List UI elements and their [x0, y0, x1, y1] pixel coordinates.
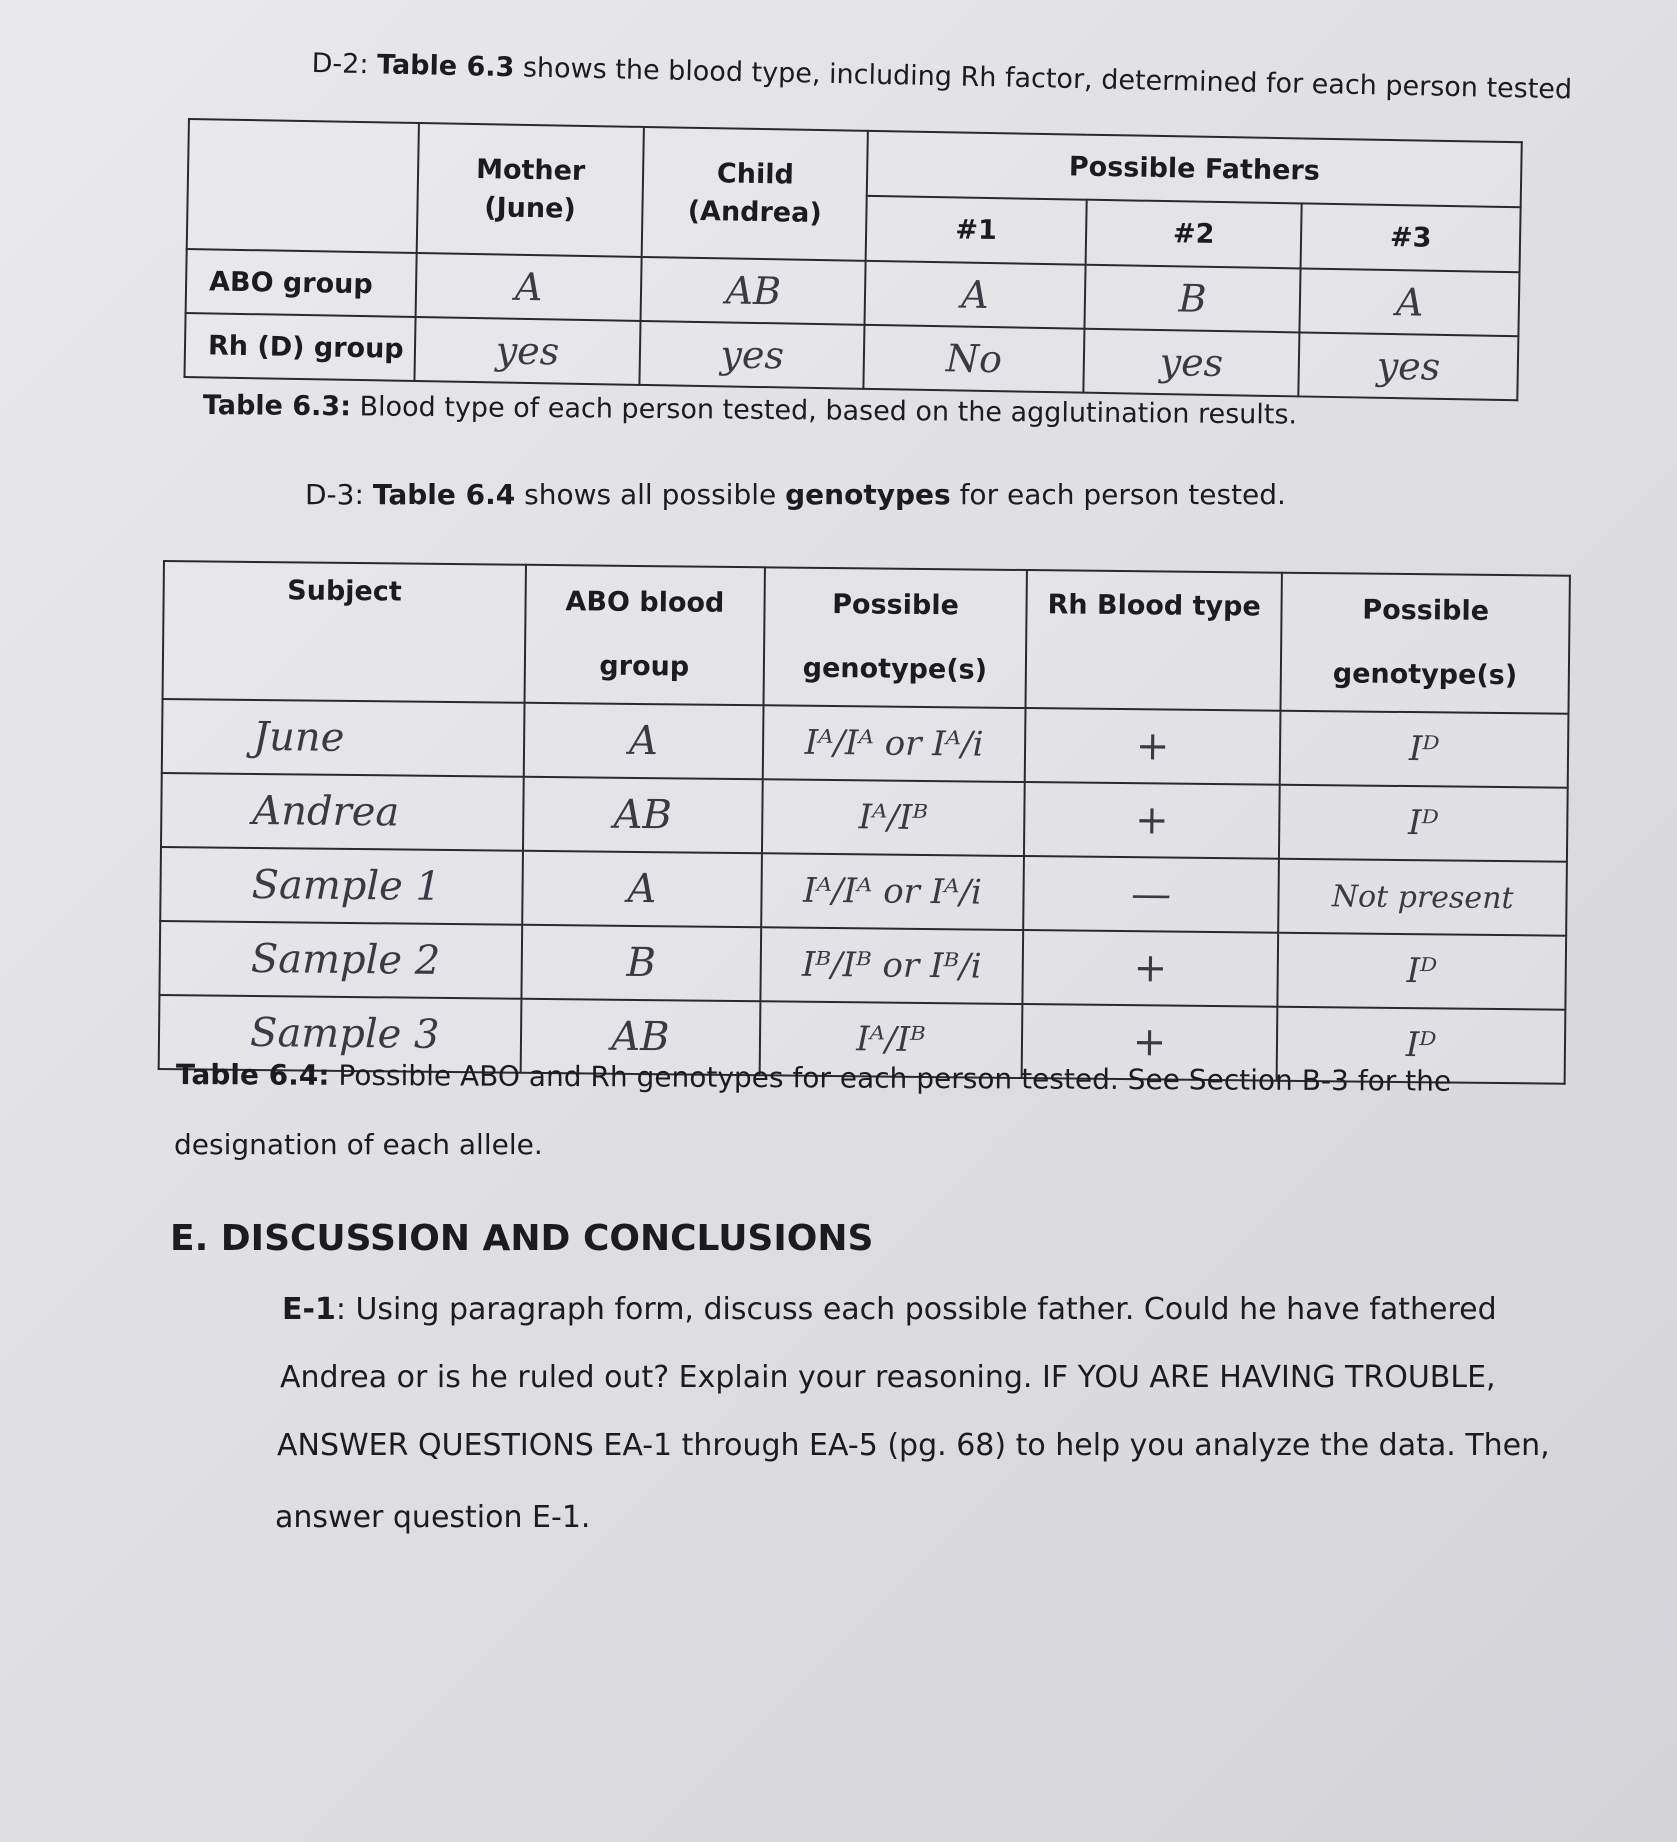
table63-cell: AB: [641, 257, 866, 325]
d3-pre: shows all possible: [524, 478, 777, 511]
table63-header-child: Child (Andrea): [642, 127, 868, 261]
table63-header-father-1: #1: [866, 196, 1087, 265]
table64-header-rh-genotype: Possible genotype(s): [1281, 573, 1570, 714]
d3-post: for each person tested.: [959, 478, 1286, 511]
table64-subject: Sample 2: [159, 921, 521, 999]
table63-cell: A: [865, 261, 1086, 329]
e1-line1: E-1: Using paragraph form, discuss each possible father. Could he have fathered: [282, 1292, 1497, 1327]
table64-header-subject: Subject: [163, 561, 526, 703]
table64-genotype: Iᴬ/Iᴬ or Iᴬ/i: [761, 853, 1024, 930]
table63-caption-text: Blood type of each person tested, based on the agglutination results.: [359, 391, 1298, 431]
d3-id: D-3:: [305, 478, 364, 511]
table64-abo: A: [522, 851, 762, 928]
table64-rh: +: [1024, 782, 1280, 859]
table-6-4: [158, 560, 1571, 1085]
table63-cell: yes: [640, 321, 865, 389]
e1-line3: ANSWER QUESTIONS EA-1 through EA-5 (pg. 68) to help you analyze the data. Then,: [277, 1428, 1550, 1463]
table64-caption-line2: designation of each allele.: [174, 1128, 543, 1161]
table64-rh-genotype: Iᴰ: [1279, 785, 1567, 862]
table64-genotype: Iᴬ/Iᴮ: [760, 1001, 1023, 1078]
table63-row-label: Rh (D) group: [184, 313, 415, 381]
table64-rh: +: [1025, 708, 1281, 785]
table63-caption-label: Table 6.3:: [202, 390, 352, 423]
table64-rh-genotype: Not present: [1278, 859, 1566, 936]
table63-cell: yes: [1083, 329, 1300, 397]
table64-caption-line1: Possible ABO and Rh genotypes for each person tested. See Section B-3 for the: [338, 1058, 1452, 1098]
table64-caption: [176, 1058, 1451, 1098]
table64-subject: Sample 3: [159, 995, 521, 1073]
table64-header-rh: Rh Blood type: [1025, 570, 1282, 711]
table64-rh: +: [1021, 1004, 1277, 1081]
table64-subject: Sample 1: [160, 847, 522, 925]
table64-subject: June: [162, 699, 524, 777]
e1-line2: Andrea or is he ruled out? Explain your reasoning. IF YOU ARE HAVING TROUBLE,: [280, 1360, 1496, 1395]
e1-line4: answer question E-1.: [275, 1500, 591, 1535]
e1-label: E-1: [282, 1292, 336, 1327]
table63-cell: A: [415, 253, 642, 321]
table63-caption: [203, 390, 1297, 431]
d2-paragraph: [311, 48, 1572, 105]
table63-header-mother: Mother (June): [416, 123, 644, 257]
table63-header-fathers: Possible Fathers: [867, 131, 1522, 207]
table64-header-abo: ABO blood group: [524, 565, 765, 706]
table63-corner-cell: [187, 119, 419, 253]
table64-rh: —: [1023, 856, 1279, 933]
table64-rh: +: [1022, 930, 1278, 1007]
table64-header-genotype: Possible genotype(s): [764, 567, 1027, 708]
table-6-3: [183, 118, 1522, 401]
table63-cell: No: [864, 325, 1085, 393]
table63-cell: yes: [1299, 332, 1519, 400]
d2-table-ref: Table 6.3: [376, 49, 515, 84]
table64-abo: B: [521, 925, 761, 1002]
table64-subject: Andrea: [161, 773, 523, 851]
table64-rh-genotype: Iᴰ: [1277, 1007, 1565, 1084]
table63-cell: A: [1300, 268, 1520, 336]
d3-bold-word: genotypes: [785, 478, 951, 511]
table64-abo: AB: [523, 777, 763, 854]
d3-paragraph: [305, 478, 1286, 511]
table64-genotype: Iᴬ/Iᴮ: [762, 779, 1025, 856]
table64-caption-label: Table 6.4:: [175, 1058, 330, 1092]
table64-genotype: Iᴬ/Iᴬ or Iᴬ/i: [763, 705, 1026, 782]
table63-header-father-3: #3: [1301, 203, 1521, 272]
table63-cell: yes: [414, 317, 641, 385]
table63-header-father-2: #2: [1085, 200, 1302, 269]
table64-abo: AB: [520, 999, 760, 1076]
table64-genotype: Iᴮ/Iᴮ or Iᴮ/i: [761, 927, 1024, 1004]
d3-table-ref: Table 6.4: [372, 478, 516, 511]
table64-rh-genotype: Iᴰ: [1278, 933, 1566, 1010]
d2-id: D-2:: [311, 48, 369, 81]
table63-row-label: ABO group: [186, 249, 417, 317]
table64-abo: A: [523, 703, 763, 780]
d2-text: shows the blood type, including Rh factor, determined for each person tested: [522, 52, 1573, 106]
table64-rh-genotype: Iᴰ: [1280, 711, 1568, 788]
section-e-heading: E. DISCUSSION AND CONCLUSIONS: [170, 1218, 874, 1259]
table63-cell: B: [1084, 265, 1301, 333]
